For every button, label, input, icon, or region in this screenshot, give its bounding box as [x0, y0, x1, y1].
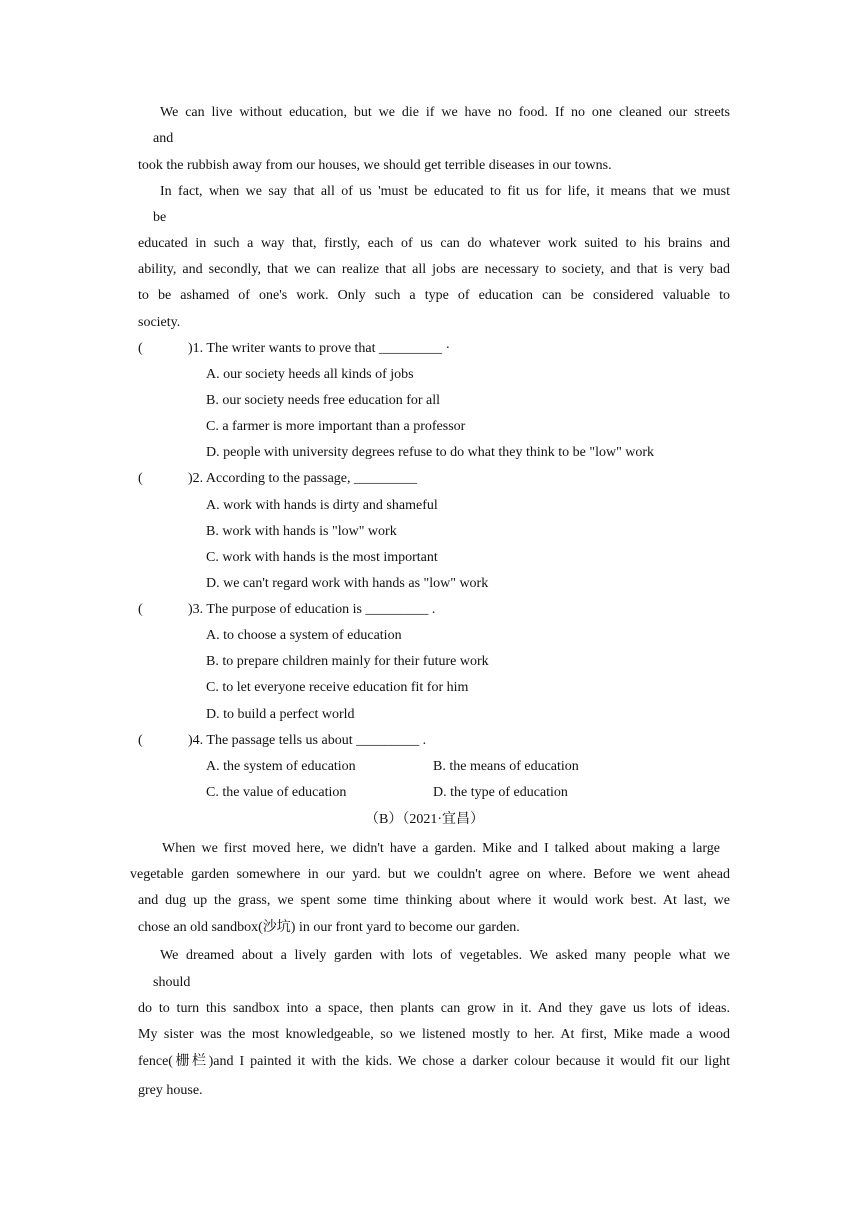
passage-a-p2-line1: In fact, when we say that all of us 'must be educated to fit us for life, it means that we must [160, 184, 730, 199]
question-stem: )4. The passage tells us about _________ . [188, 733, 427, 748]
passage-b-p1-line1: When we first moved here, we didn't have a garden. Mike and I talked about making a large [162, 841, 720, 856]
q1-option-c: C. a farmer is more important than a professor [206, 419, 466, 434]
q4-option-a: A. the system of education [206, 759, 356, 774]
q2-option-a: A. work with hands is dirty and shameful [206, 498, 438, 513]
q4-option-b: B. the means of education [433, 759, 579, 774]
q2-option-b: B. work with hands is "low" work [206, 524, 397, 539]
passage-a-p2-line4: ability, and secondly, that we can realize that all jobs are necessary to society, and that is very bad [138, 262, 730, 277]
q2-option-c: C. work with hands is the most important [206, 550, 438, 565]
answer-blank[interactable]: ( [138, 471, 143, 486]
q3-option-b: B. to prepare children mainly for their future work [206, 654, 489, 669]
passage-b-p1-line2: vegetable garden somewhere in our yard. but we couldn't agree on where. Before we went ahead [130, 867, 730, 882]
q2-option-d: D. we can't regard work with hands as "low" work [206, 576, 489, 591]
question-stem: )2. According to the passage, _________ [188, 471, 418, 486]
passage-b-p1-line4: chose an old sandbox(沙坑) in our front yard to become our garden. [138, 920, 520, 935]
question-1 [138, 340, 450, 358]
passage-b-p2-line4: My sister was the most knowledgeable, so we listened mostly to her. At first, Mike made a wood [138, 1027, 730, 1042]
passage-b-p1-line3: and dug up the grass, we spent some time thinking about where it would work best. At last, we [138, 893, 730, 908]
question-3 [138, 601, 435, 619]
passage-a-p2-line2: be [153, 210, 167, 225]
passage-a-p1-line1: We can live without education, but we die if we have no food. If no one cleaned our streets [160, 105, 730, 120]
question-stem: )1. The writer wants to prove that _________ · [188, 341, 451, 356]
q4-option-c: C. the value of education [206, 785, 347, 800]
passage-a-p2-line3: educated in such a way that, firstly, each of us can do whatever work suited to his brains and [138, 236, 730, 251]
answer-blank[interactable]: ( [138, 602, 143, 617]
passage-b-p2-line5: fence(栅栏)and I painted it with the kids. We chose a darker colour because it would fit our light [138, 1054, 730, 1069]
q1-option-a: A. our society heeds all kinds of jobs [206, 367, 414, 382]
q1-option-d: D. people with university degrees refuse to do what they think to be "low" work [206, 445, 655, 460]
q3-option-d: D. to build a perfect world [206, 707, 355, 722]
passage-b-p2-line2: should [153, 975, 191, 990]
passage-b-p2-line1: We dreamed about a lively garden with lots of vegetables. We asked many people what we [160, 948, 730, 963]
q3-option-c: C. to let everyone receive education fit for him [206, 680, 469, 695]
q4-option-d: D. the type of education [433, 785, 568, 800]
passage-a-p2-line6: society. [138, 315, 181, 330]
q3-option-a: A. to choose a system of education [206, 628, 402, 643]
passage-b-p2-line3: do to turn this sandbox into a space, then plants can grow in it. And they gave us lots of ideas. [138, 1001, 730, 1016]
question-2 [138, 470, 417, 488]
answer-blank[interactable]: ( [138, 733, 143, 748]
passage-b-p2-line6: grey house. [138, 1083, 203, 1098]
question-4 [138, 732, 426, 750]
answer-blank[interactable]: ( [138, 341, 143, 356]
passage-a-p1-line3: took the rubbish away from our houses, we should get terrible diseases in our towns. [138, 158, 612, 173]
section-b-heading: （B）（2021·宜昌） [365, 812, 484, 827]
q1-option-b: B. our society needs free education for all [206, 393, 441, 408]
passage-a-p2-line5: to be ashamed of one's work. Only such a type of education can be considered valuable to [138, 288, 730, 303]
question-stem: )3. The purpose of education is _________ . [188, 602, 436, 617]
passage-a-p1-line2: and [153, 131, 174, 146]
